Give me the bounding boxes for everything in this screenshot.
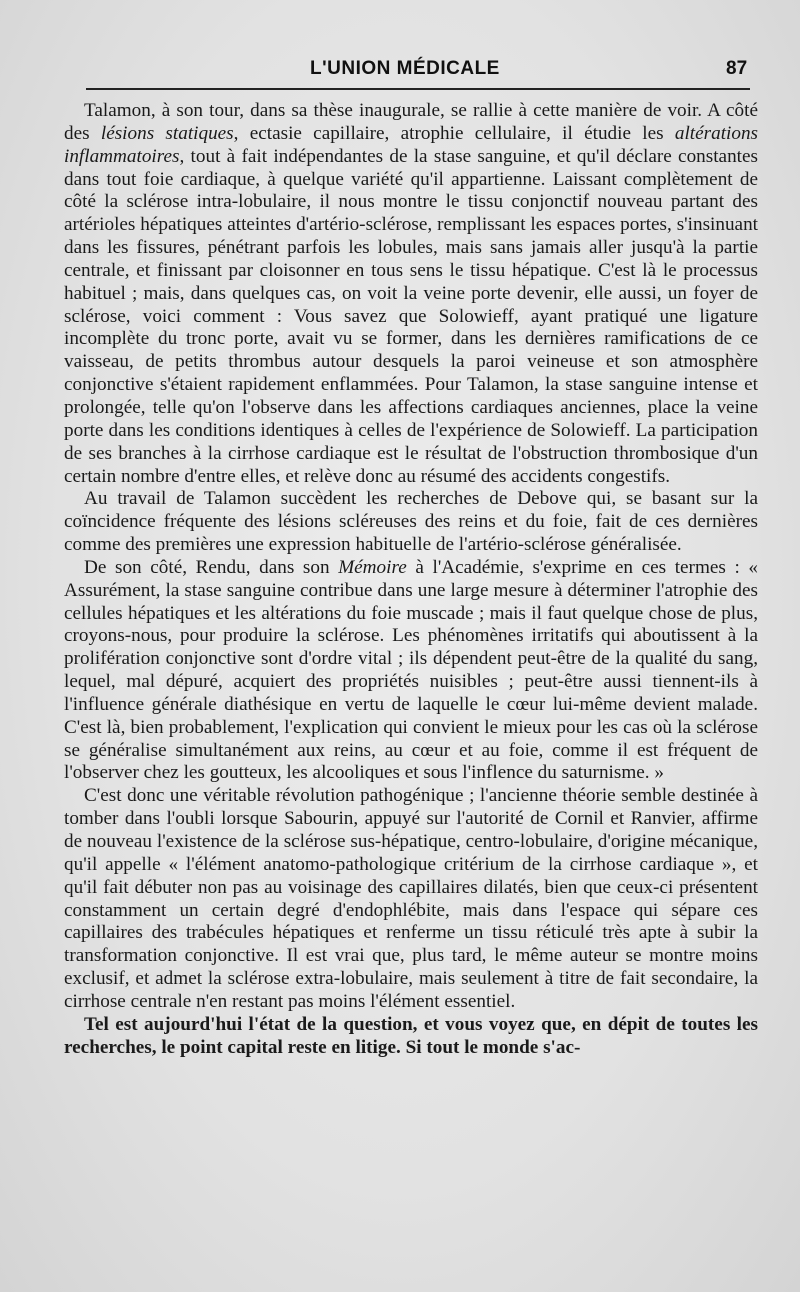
page-number: 87: [726, 58, 748, 79]
text-run: Tel est aujourd'hui l'état de la question, et vous voyez que, en dépit de toutes les recherches, le point capital reste en litige. Si tout le monde s'ac-: [64, 1013, 758, 1058]
text-run: , tout à fait indépendantes de la stase sanguine, et qu'il déclare constantes dans tout foie cardiaque, à quelque variété qu'il appartienne. Laissant complètement de côté la sclérose intra-lobulaire, il nous montre le tissu conjonctif nouveau partant des artérioles hépatiques atteintes d'artério-sclérose, remplissant les espaces portes, s'insinuant dans les fissures, pénétrant parfois les lobules, mais sans jamais aller jusqu'à la partie centrale, et finissant par cloisonner en tous sens le tissu hépatique. C'est là le processus habituel ; mais, dans quelques cas, on voit la veine porte devenir, elle aussi, un foyer de sclérose, voici comment : Vous savez que Solowieff, ayant pratiqué une ligature incomplète du tronc porte, avait vu se former, dans les dernières ramifications de ce vaisseau, de petits thrombus autour desquels la paroi veineuse et son atmosphère conjonctive s'étaient rapidement enflammées. Pour Talamon, la stase sanguine intense et prolongée, telle qu'on l'observe dans les affections cardiaques anciennes, place la veine porte dans les conditions identiques à celles de l'expérience de Solowieff. La participation de ses branches à la cirrhose cardiaque est le résultat de l'obstruction thrombosique d'un certain nombre d'entre elles, et relève donc au résumé des accidents congestifs.: [64, 145, 758, 487]
text-run: Talamon, à son tour, dans sa thèse inaugurale, se rallie à cette manière de voir. A côté des: [64, 100, 758, 144]
paragraph: [64, 100, 758, 488]
text-run: De son côté, Rendu, dans son: [84, 556, 339, 578]
paragraph: [64, 785, 758, 1013]
text-run: , ectasie capillaire, atrophie cellulaire, il étudie les: [233, 122, 675, 144]
paragraph: [64, 1014, 758, 1060]
text-run: à l'Académie, s'exprime en ces termes : « Assurément, la stase sanguine contribue dans une large mesure à déterminer l'atrophie des cellules hépatiques et les altérations du foie muscade ; mais il faut quelque chose de plus, croyons-nous, pour produire la sclérose. Les phénomènes irritatifs qui aboutissent à la prolifération conjonctive sont d'ordre vital ; ils dépendent peut-être de la qualité du sang, lequel, mal dépuré, acquiert des propriétés nuisibles ; peut-être aussi tiennent-ils à l'influence générale diathésique en vertu de laquelle le cœur lui-même devient malade. C'est là, bien probablement, l'explication qui convient le mieux pour les cas où la sclérose se généralise simultanément aux reins, au cœur et au foie, comme il est fréquent de l'observer chez les goutteux, les alcooliques et sous l'inflence du saturnisme. »: [64, 556, 759, 784]
paragraph: [64, 557, 758, 785]
italic-run: lésions statiques: [100, 122, 234, 144]
header-rule: [86, 88, 750, 90]
text-run: C'est donc une véritable révolution pathogénique ; l'ancienne théorie semble destinée à tomber dans l'oubli lorsque Sabourin, appuyé sur l'autorité de Cornil et Ranvier, affirme de nouveau l'existence de la sclérose sus-hépatique, centro-lobulaire, d'origine mécanique, qu'il appelle « l'élément anatomo-pathologique critérium de la cirrhose cardiaque », et qu'il fait débuter non pas au voisinage des capillaires dilatés, bien que ceux-ci présentent constamment un certain degré d'endophlébite, mais dans l'espace qui sépare ces capillaires des trabécules hépatiques et renferme un tissu réticulé très apte à subir la transformation conjonctive. Il est vrai que, plus tard, le même auteur se montre moins exclusif, et admet la sclérose extra-lobulaire, mais seulement à titre de fait secondaire, la cirrhose centrale n'en restant pas moins l'élément essentiel.: [64, 785, 758, 1012]
body-text: [64, 100, 758, 1059]
italic-run: Mémoire: [338, 556, 407, 578]
page-header: [0, 58, 800, 88]
text-run: Au travail de Talamon succèdent les recherches de Debove qui, se basant sur la coïncidence fréquente des lésions scléreuses des reins et du foie, fait de ces dernières comme des premières une expression habituelle de l'artério-sclérose généralisée.: [64, 488, 758, 556]
running-title: L'UNION MÉDICALE: [310, 58, 500, 79]
italic-run: altérations inflammatoires: [64, 122, 759, 167]
paragraph: [64, 488, 758, 557]
